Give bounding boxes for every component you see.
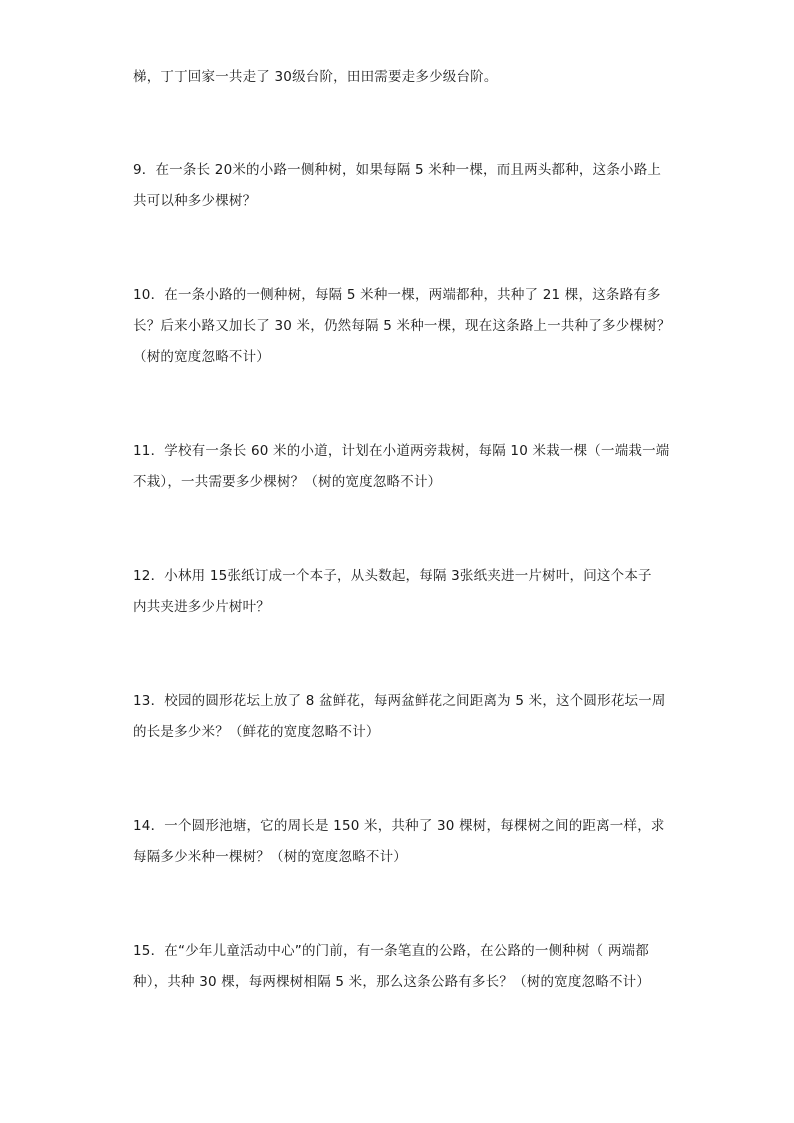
question-9-line-1: 9．在一条长 20米的小路一侧种树，如果每隔 5 米种一棵，而且两头都种，这条小路上 xyxy=(133,162,662,178)
question-8-line-1: 梯，丁丁回家一共走了 30级台阶，田田需要走多少级台阶。 xyxy=(133,69,498,85)
question-13-line-2: 的长是多少米？（鲜花的宽度忽略不计） xyxy=(133,724,380,740)
question-14-line-2: 每隔多少米种一棵树？（树的宽度忽略不计） xyxy=(133,849,407,865)
question-10-line-1: 10．在一条小路的一侧种树，每隔 5 米种一棵，两端都种，共种了 21 棵，这条路有多 xyxy=(133,287,661,303)
question-14-line-1: 14．一个圆形池塘，它的周长是 150 米，共种了 30 棵树，每棵树之间的距离一样，求 xyxy=(133,818,665,834)
question-11-line-2: 不栽），一共需要多少棵树？（树的宽度忽略不计） xyxy=(133,474,442,490)
question-15-line-2: 种），共种 30 棵，每两棵树相隔 5 米，那么这条公路有多长？（树的宽度忽略不计） xyxy=(133,974,651,990)
question-11-line-1: 11．学校有一条长 60 米的小道，计划在小道两旁栽树，每隔 10 米栽一棵（一端栽一端 xyxy=(133,443,670,459)
question-15-line-1: 15．在“少年儿童活动中心”的门前，有一条笔直的公路，在公路的一侧种树（ 两端都 xyxy=(133,943,649,959)
question-12-line-1: 12．小林用 15张纸订成一个本子，从头数起，每隔 3张纸夹进一片树叶，问这个本子 xyxy=(133,568,652,584)
question-10-line-3: （树的宽度忽略不计） xyxy=(133,349,270,365)
question-13-line-1: 13．校园的圆形花坛上放了 8 盆鲜花，每两盆鲜花之间距离为 5 米，这个圆形花坛一周 xyxy=(133,693,666,709)
question-12-line-2: 内共夹进多少片树叶？ xyxy=(133,599,270,615)
question-9-line-2: 共可以种多少棵树？ xyxy=(133,193,257,209)
question-10-line-2: 长？后来小路又加长了 30 米，仍然每隔 5 米种一棵，现在这条路上一共种了多少棵树？ xyxy=(133,318,671,334)
